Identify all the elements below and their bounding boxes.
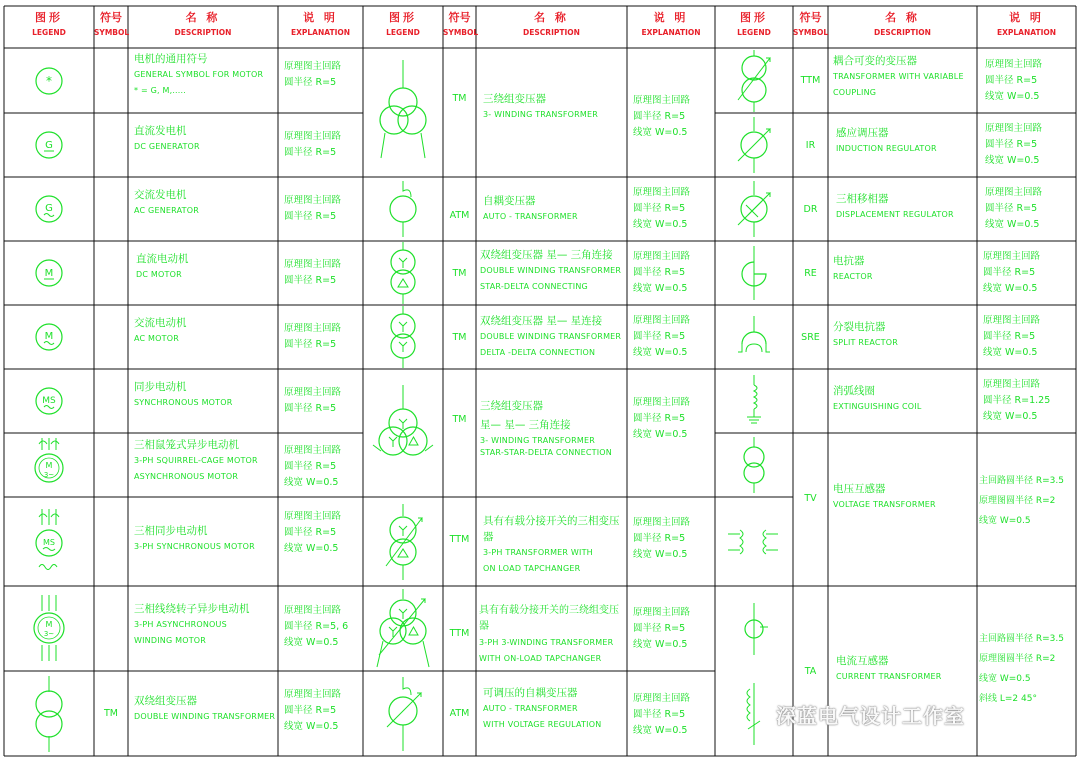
name-en: STAR-DELTA CONNECTING (480, 282, 588, 291)
watermark-text: 深蓝电气设计工作室 (776, 704, 965, 728)
name-cn: 可调压的自耦变压器 (483, 687, 578, 699)
explanation-line: 原理图主回路 (633, 251, 691, 262)
explanation-line: 原理图主回路 (985, 123, 1043, 134)
explanation-cell (633, 90, 713, 141)
name-en: SYNCHRONOUS MOTOR (134, 398, 233, 407)
explanation-line: 原理图主回路 (633, 693, 691, 704)
explanation-cell (284, 190, 362, 225)
explanation-cell (284, 126, 362, 161)
explanation-line: 原理图主回路 (284, 689, 342, 700)
legend-synchronous-motor-icon (4, 369, 94, 433)
legend-squirrel-cage-motor-icon (4, 433, 94, 497)
explanation-cell (633, 602, 713, 653)
header-symbol (443, 6, 479, 48)
name-en: 3-PH TRANSFORMER WITH (483, 548, 593, 557)
name-cn: 三相移相器 (836, 193, 889, 205)
description-cell (833, 478, 977, 513)
name-en: VOLTAGE TRANSFORMER (833, 500, 936, 509)
name-en: 3- WINDING TRANSFORMER (483, 110, 599, 119)
explanation-line: 线宽 W=0.5 (284, 721, 339, 732)
header-explanation-en: EXPLANATION (290, 28, 351, 37)
explanation-line: 圆半径 R=5 (985, 75, 1038, 86)
name-cn: 耦合可变的变压器 (833, 55, 917, 67)
explanation-line: 线宽 W=0.5 (985, 91, 1040, 102)
legend-ac-generator-icon (4, 177, 94, 241)
description-cell (836, 188, 977, 223)
symbol-cell: RE (804, 267, 817, 279)
legend-glyph: MS (43, 537, 55, 547)
explanation-cell (284, 382, 362, 417)
svg-text:3~: 3~ (43, 471, 55, 479)
description-cell (483, 88, 627, 123)
explanation-line: 原理图主回路 (633, 187, 691, 198)
explanation-line: 线宽 W=0.5 (284, 477, 339, 488)
name-en: WINDING MOTOR (134, 636, 207, 645)
explanation-line: 原理图主回路 (983, 315, 1041, 326)
header-symbol-en: SYMBOL (443, 28, 479, 37)
header-legend-cn: 图形 (35, 11, 63, 24)
name-en: WITH ON-LOAD TAPCHANGER (479, 654, 602, 663)
explanation-line: 线宽 W=0.5 (983, 347, 1038, 358)
explanation-line: 圆半径 R=5 (633, 533, 686, 544)
legend-3ph-sync-motor-icon (4, 497, 94, 586)
legend-glyph: * (46, 73, 52, 88)
header-symbol-cn: 符号 (100, 11, 122, 24)
explanation-cell (985, 118, 1075, 169)
explanation-line: 线宽 W=0.5 (983, 283, 1038, 294)
description-cell (836, 122, 977, 157)
description-cell (836, 650, 977, 685)
explanation-line: 原理图主回路 (284, 387, 342, 398)
explanation-line: 圆半径 R=5 (983, 267, 1036, 278)
legend-star-star-transformer-icon (363, 305, 443, 369)
header-explanation (278, 6, 363, 48)
name-en: DISPLACEMENT REGULATOR (836, 210, 954, 219)
explanation-line: 线宽 W=0.5 (985, 219, 1040, 230)
legend-dc-generator-icon (4, 113, 94, 177)
name-cn: 分裂电抗器 (833, 321, 886, 333)
header-explanation-cn: 说 明 (1009, 11, 1044, 24)
explanation-cell (985, 182, 1075, 233)
explanation-line: 圆半径 R=5 (633, 709, 686, 720)
name-en: DOUBLE WINDING TRANSFORMER (480, 332, 622, 341)
name-cn: 电压互感器 (833, 483, 886, 495)
name-cn: 电流互感器 (836, 655, 889, 667)
explanation-line: 圆半径 R=5 (284, 403, 337, 414)
explanation-cell (633, 182, 713, 233)
description-cell (833, 380, 977, 415)
name-cn: 自耦变压器 (483, 195, 536, 207)
explanation-cell (985, 54, 1075, 105)
description-cell (483, 510, 627, 577)
name-cn: 具有有载分接开关的三绕组变压器 (479, 605, 619, 632)
explanation-line: 圆半径 R=5 (284, 527, 337, 538)
symbol-cell: IR (805, 139, 816, 151)
legend-voltage-transformer-icon (715, 433, 793, 497)
explanation-line: 圆半径 R=5 (985, 203, 1038, 214)
description-cell (134, 312, 278, 369)
explanation-line: 原理图主回路 (284, 323, 342, 334)
legend-voltage-transformer-alt-icon (715, 497, 793, 586)
header-symbol-cn: 符号 (799, 11, 822, 24)
name-en: 3-PH 3-WINDING TRANSFORMER (479, 638, 614, 647)
header-explanation-en: EXPLANATION (641, 28, 701, 37)
name-en: DOUBLE WINDING TRANSFORMER (134, 712, 276, 721)
explanation-cell (983, 374, 1075, 425)
symbol-cell: TM (452, 413, 467, 425)
description-cell (480, 310, 627, 361)
explanation-line: 圆半径 R=5 (284, 211, 337, 222)
svg-text:3~: 3~ (43, 629, 55, 638)
name-cn: 电抗器 (833, 255, 865, 267)
explanation-line: 原理图主回路 (284, 195, 342, 206)
header-legend (4, 6, 94, 48)
name-en: DC GENERATOR (134, 142, 200, 151)
explanation-line: 线宽 W=0.5 (633, 127, 688, 138)
header-description (128, 6, 278, 48)
explanation-line: 圆半径 R=5 (284, 705, 337, 716)
explanation-line: 线宽 W=0.5 (633, 283, 688, 294)
name-en: DELTA -DELTA CONNECTION (480, 348, 596, 357)
explanation-line: 原理图主回路 (633, 517, 691, 528)
header-description-en: DESCRIPTION (874, 28, 931, 37)
name-en: DC MOTOR (136, 270, 182, 279)
symbol-cell: TTM (449, 534, 470, 545)
svg-text:M: M (45, 619, 53, 629)
legend-variable-coupling-transformer-icon (715, 48, 793, 113)
legend-motor-general-icon (4, 48, 94, 113)
legend-variable-auto-transformer-icon (363, 671, 443, 756)
explanation-cell (284, 254, 362, 289)
name-en: 3-PH SQUIRREL-CAGE MOTOR (134, 456, 258, 465)
explanation-cell (633, 512, 713, 563)
name-cn: 交流电动机 (134, 317, 187, 329)
symbol-cell: TM (452, 331, 467, 343)
header-legend-cn: 图形 (740, 11, 768, 24)
explanation-line: 线宽 W=0.5 (979, 674, 1031, 684)
header-symbol-cn: 符号 (448, 11, 471, 24)
name-en: 3-PH ASYNCHRONOUS (134, 620, 227, 629)
explanation-line: 线宽 W=0.5 (633, 725, 688, 736)
name-en: * = G, M,..... (134, 86, 187, 95)
legend-split-reactor-icon (715, 305, 793, 369)
legend-wound-rotor-motor-icon (4, 586, 94, 671)
name-en: AC MOTOR (134, 334, 180, 343)
name-en: WITH VOLTAGE REGULATION (483, 720, 602, 729)
explanation-cell (633, 688, 713, 739)
explanation-line: 原理图圆半径 R=2 (979, 654, 1056, 664)
name-en: ASYNCHRONOUS MOTOR (134, 472, 239, 481)
header-symbol (793, 6, 828, 48)
name-en: 3-PH SYNCHRONOUS MOTOR (134, 542, 255, 551)
header-symbol (94, 6, 128, 48)
name-cn: 直流发电机 (134, 125, 187, 137)
explanation-line: 线宽 W=0.5 (284, 543, 339, 554)
explanation-line: 原理图主回路 (284, 445, 342, 456)
description-cell (479, 600, 627, 667)
legend-star-delta-transformer-icon (363, 241, 443, 305)
legend-ontap-transformer-icon (363, 497, 443, 586)
name-en: AUTO - TRANSFORMER (483, 212, 578, 221)
explanation-line: 圆半径 R=5 (985, 139, 1038, 150)
explanation-cell (284, 506, 362, 557)
explanation-line: 原理图主回路 (985, 59, 1043, 70)
explanation-line: 线宽 W=0.5 (633, 639, 688, 650)
header-description (828, 6, 977, 48)
explanation-cell (979, 626, 1076, 709)
name-cn: 三相鼠笼式异步电动机 (134, 439, 239, 451)
explanation-cell (983, 310, 1075, 361)
description-cell (134, 434, 278, 497)
explanation-line: 线宽 W=0.5 (983, 411, 1038, 422)
explanation-cell (633, 392, 713, 443)
name-cn: 双绕组变压器 星— 三角连接 (480, 249, 613, 261)
header-legend (363, 6, 443, 48)
header-explanation (627, 6, 715, 48)
name-en: EXTINGUISHING COIL (833, 402, 922, 411)
header-explanation-cn: 说 明 (303, 11, 338, 24)
explanation-line: 原理图主回路 (985, 187, 1043, 198)
explanation-line: 原理图主回路 (284, 605, 342, 616)
explanation-line: 线宽 W=0.5 (633, 429, 688, 440)
legend-double-winding-transformer-icon (4, 671, 94, 756)
explanation-line: 原理图主回路 (284, 259, 342, 270)
description-cell (833, 250, 977, 285)
name-en: CURRENT TRANSFORMER (836, 672, 942, 681)
explanation-line: 圆半径 R=5 (284, 77, 337, 88)
name-cn: 感应调压器 (836, 127, 889, 139)
symbol-cell: DR (803, 203, 818, 215)
description-cell (134, 120, 278, 177)
explanation-line: 圆半径 R=5 (633, 267, 686, 278)
name-cn: 三相同步电动机 (134, 525, 208, 537)
explanation-line: 圆半径 R=5 (284, 339, 337, 350)
legend-glyph: G (45, 140, 53, 151)
explanation-line: 线宽 W=0.5 (979, 516, 1031, 526)
legend-ac-motor-icon (4, 305, 94, 369)
explanation-line: 原理图主回路 (983, 251, 1041, 262)
name-en: AUTO - TRANSFORMER (483, 704, 578, 713)
explanation-line: 线宽 W=0.5 (284, 637, 339, 648)
legend-3-winding-transformer-icon (363, 48, 443, 177)
header-legend-cn: 图形 (389, 11, 417, 24)
name-en: ON LOAD TAPCHANGER (483, 564, 581, 573)
explanation-cell (983, 246, 1075, 297)
header-description (476, 6, 627, 48)
header-symbol-en: SYMBOL (94, 28, 130, 37)
name-en: AC GENERATOR (134, 206, 199, 215)
explanation-line: 圆半径 R=5 (284, 147, 337, 158)
explanation-cell (979, 468, 1076, 531)
legend-ontap-3winding-transformer-icon (363, 586, 443, 671)
explanation-line: 原理图主回路 (633, 607, 691, 618)
symbol-cell: ATM (449, 708, 470, 719)
name-en: REACTOR (833, 272, 873, 281)
explanation-line: 圆半径 R=1.25 (983, 395, 1051, 406)
name-en: DOUBLE WINDING TRANSFORMER (480, 266, 622, 275)
legend-glyph: G (45, 203, 53, 214)
description-cell (480, 394, 627, 459)
explanation-line: 圆半径 R=5 (284, 275, 337, 286)
name-cn: 交流发电机 (134, 189, 187, 201)
symbol-cell: TM (452, 267, 467, 279)
name-en: COUPLING (833, 88, 877, 97)
header-legend-en: LEGEND (32, 28, 66, 37)
symbol-cell: TM (452, 92, 467, 104)
name-cn: 双绕组变压器 (134, 695, 197, 707)
explanation-line: 圆半径 R=5 (633, 203, 686, 214)
header-description-en: DESCRIPTION (523, 28, 580, 37)
description-cell (833, 50, 977, 101)
explanation-line: 主回路圆半径 R=3.5 (979, 634, 1064, 644)
explanation-cell (284, 600, 362, 651)
description-cell (134, 184, 278, 241)
description-cell (480, 244, 627, 295)
explanation-line: 线宽 W=0.5 (633, 549, 688, 560)
name-en: SPLIT REACTOR (833, 338, 899, 347)
explanation-line: 圆半径 R=5 (633, 111, 686, 122)
legend-current-transformer-icon (715, 586, 793, 671)
name-en: TRANSFORMER WITH VARIABLE (833, 72, 964, 81)
name-cn: 星— 星— 三角连接 (480, 419, 571, 431)
symbol-cell: TV (804, 492, 817, 504)
header-legend-en: LEGEND (737, 28, 771, 37)
name-cn: 电机的通用符号 (134, 53, 208, 65)
legend-displacement-regulator-icon (715, 177, 793, 241)
description-cell (134, 48, 278, 113)
header-explanation-cn: 说 明 (653, 11, 689, 24)
header-explanation (977, 6, 1076, 48)
symbol-cell: ATM (449, 209, 470, 221)
description-cell (483, 682, 627, 733)
description-cell (134, 376, 278, 433)
description-cell (134, 690, 278, 756)
description-cell (483, 190, 627, 225)
svg-text:M: M (45, 461, 53, 470)
name-cn: 三绕组变压器 (480, 400, 543, 412)
explanation-cell (284, 56, 362, 91)
name-cn: 消弧线圈 (833, 385, 875, 397)
explanation-line: 原理图主回路 (284, 61, 342, 72)
explanation-line: 线宽 W=0.5 (633, 347, 688, 358)
legend-auto-transformer-icon (363, 177, 443, 241)
explanation-line: 圆半径 R=5 (633, 623, 686, 634)
header-description-cn: 名 称 (185, 11, 221, 24)
description-cell (134, 598, 278, 671)
header-legend-en: LEGEND (386, 28, 420, 37)
explanation-line: 原理图主回路 (633, 95, 691, 106)
explanation-line: 主回路圆半径 R=3.5 (979, 476, 1064, 486)
symbol-cell: SRE (801, 331, 820, 343)
explanation-line: 圆半径 R=5 (633, 331, 686, 342)
legend-extinguishing-coil-icon (715, 369, 793, 433)
name-en: INDUCTION REGULATOR (836, 144, 937, 153)
explanation-line: 线宽 W=0.5 (985, 155, 1040, 166)
name-en: GENERAL SYMBOL FOR MOTOR (134, 70, 264, 79)
header-description-cn: 名 称 (885, 11, 920, 24)
legend-star-star-delta-transformer-icon (363, 369, 443, 497)
explanation-cell (633, 310, 713, 361)
legend-dc-motor-icon (4, 241, 94, 305)
description-cell (134, 520, 278, 586)
description-cell (136, 248, 278, 305)
explanation-line: 圆半径 R=5 (983, 331, 1036, 342)
symbol-cell: TTM (449, 628, 470, 639)
header-symbol-en: SYMBOL (793, 28, 829, 37)
explanation-cell (633, 246, 713, 297)
explanation-line: 圆半径 R=5 (633, 413, 686, 424)
explanation-line: 原理图主回路 (633, 315, 691, 326)
legend-glyph: MS (42, 396, 56, 406)
description-cell (833, 316, 977, 351)
legend-induction-regulator-icon (715, 113, 793, 177)
name-cn: 同步电动机 (134, 381, 187, 393)
legend-reactor-icon (715, 241, 793, 305)
symbol-cell: TM (104, 708, 118, 719)
explanation-cell (284, 684, 362, 735)
symbol-cell: TTM (800, 75, 821, 86)
legend-glyph: M (44, 268, 54, 279)
explanation-line: 原理图主回路 (633, 397, 691, 408)
header-legend (715, 6, 793, 48)
explanation-line: 线宽 W=0.5 (633, 219, 688, 230)
explanation-line: 原理图主回路 (983, 379, 1041, 390)
header-description-en: DESCRIPTION (174, 28, 232, 37)
header-explanation-en: EXPLANATION (996, 28, 1057, 37)
explanation-line: 原理图圆半径 R=2 (979, 496, 1056, 506)
name-cn: 三绕组变压器 (483, 93, 546, 105)
explanation-line: 原理图主回路 (284, 511, 342, 522)
explanation-line: 原理图主回路 (284, 131, 342, 142)
explanation-cell (284, 318, 362, 353)
name-en: STAR-STAR-DELTA CONNECTION (480, 448, 612, 457)
name-cn: 直流电动机 (136, 253, 189, 265)
legend-glyph: M (44, 331, 54, 342)
name-cn: 三相线绕转子异步电动机 (134, 603, 250, 615)
header-description-cn: 名 称 (534, 11, 569, 24)
explanation-line: 斜线 L=2 45° (979, 694, 1037, 704)
explanation-line: 圆半径 R=5, 6 (284, 621, 349, 632)
explanation-cell (284, 440, 362, 491)
name-en: 3- WINDING TRANSFORMER (480, 436, 596, 445)
explanation-line: 圆半径 R=5 (284, 461, 337, 472)
name-cn: 具有有载分接开关的三相变压器 (483, 515, 620, 543)
name-cn: 双绕组变压器 星— 星连接 (480, 315, 603, 327)
symbol-cell: TA (804, 665, 817, 677)
